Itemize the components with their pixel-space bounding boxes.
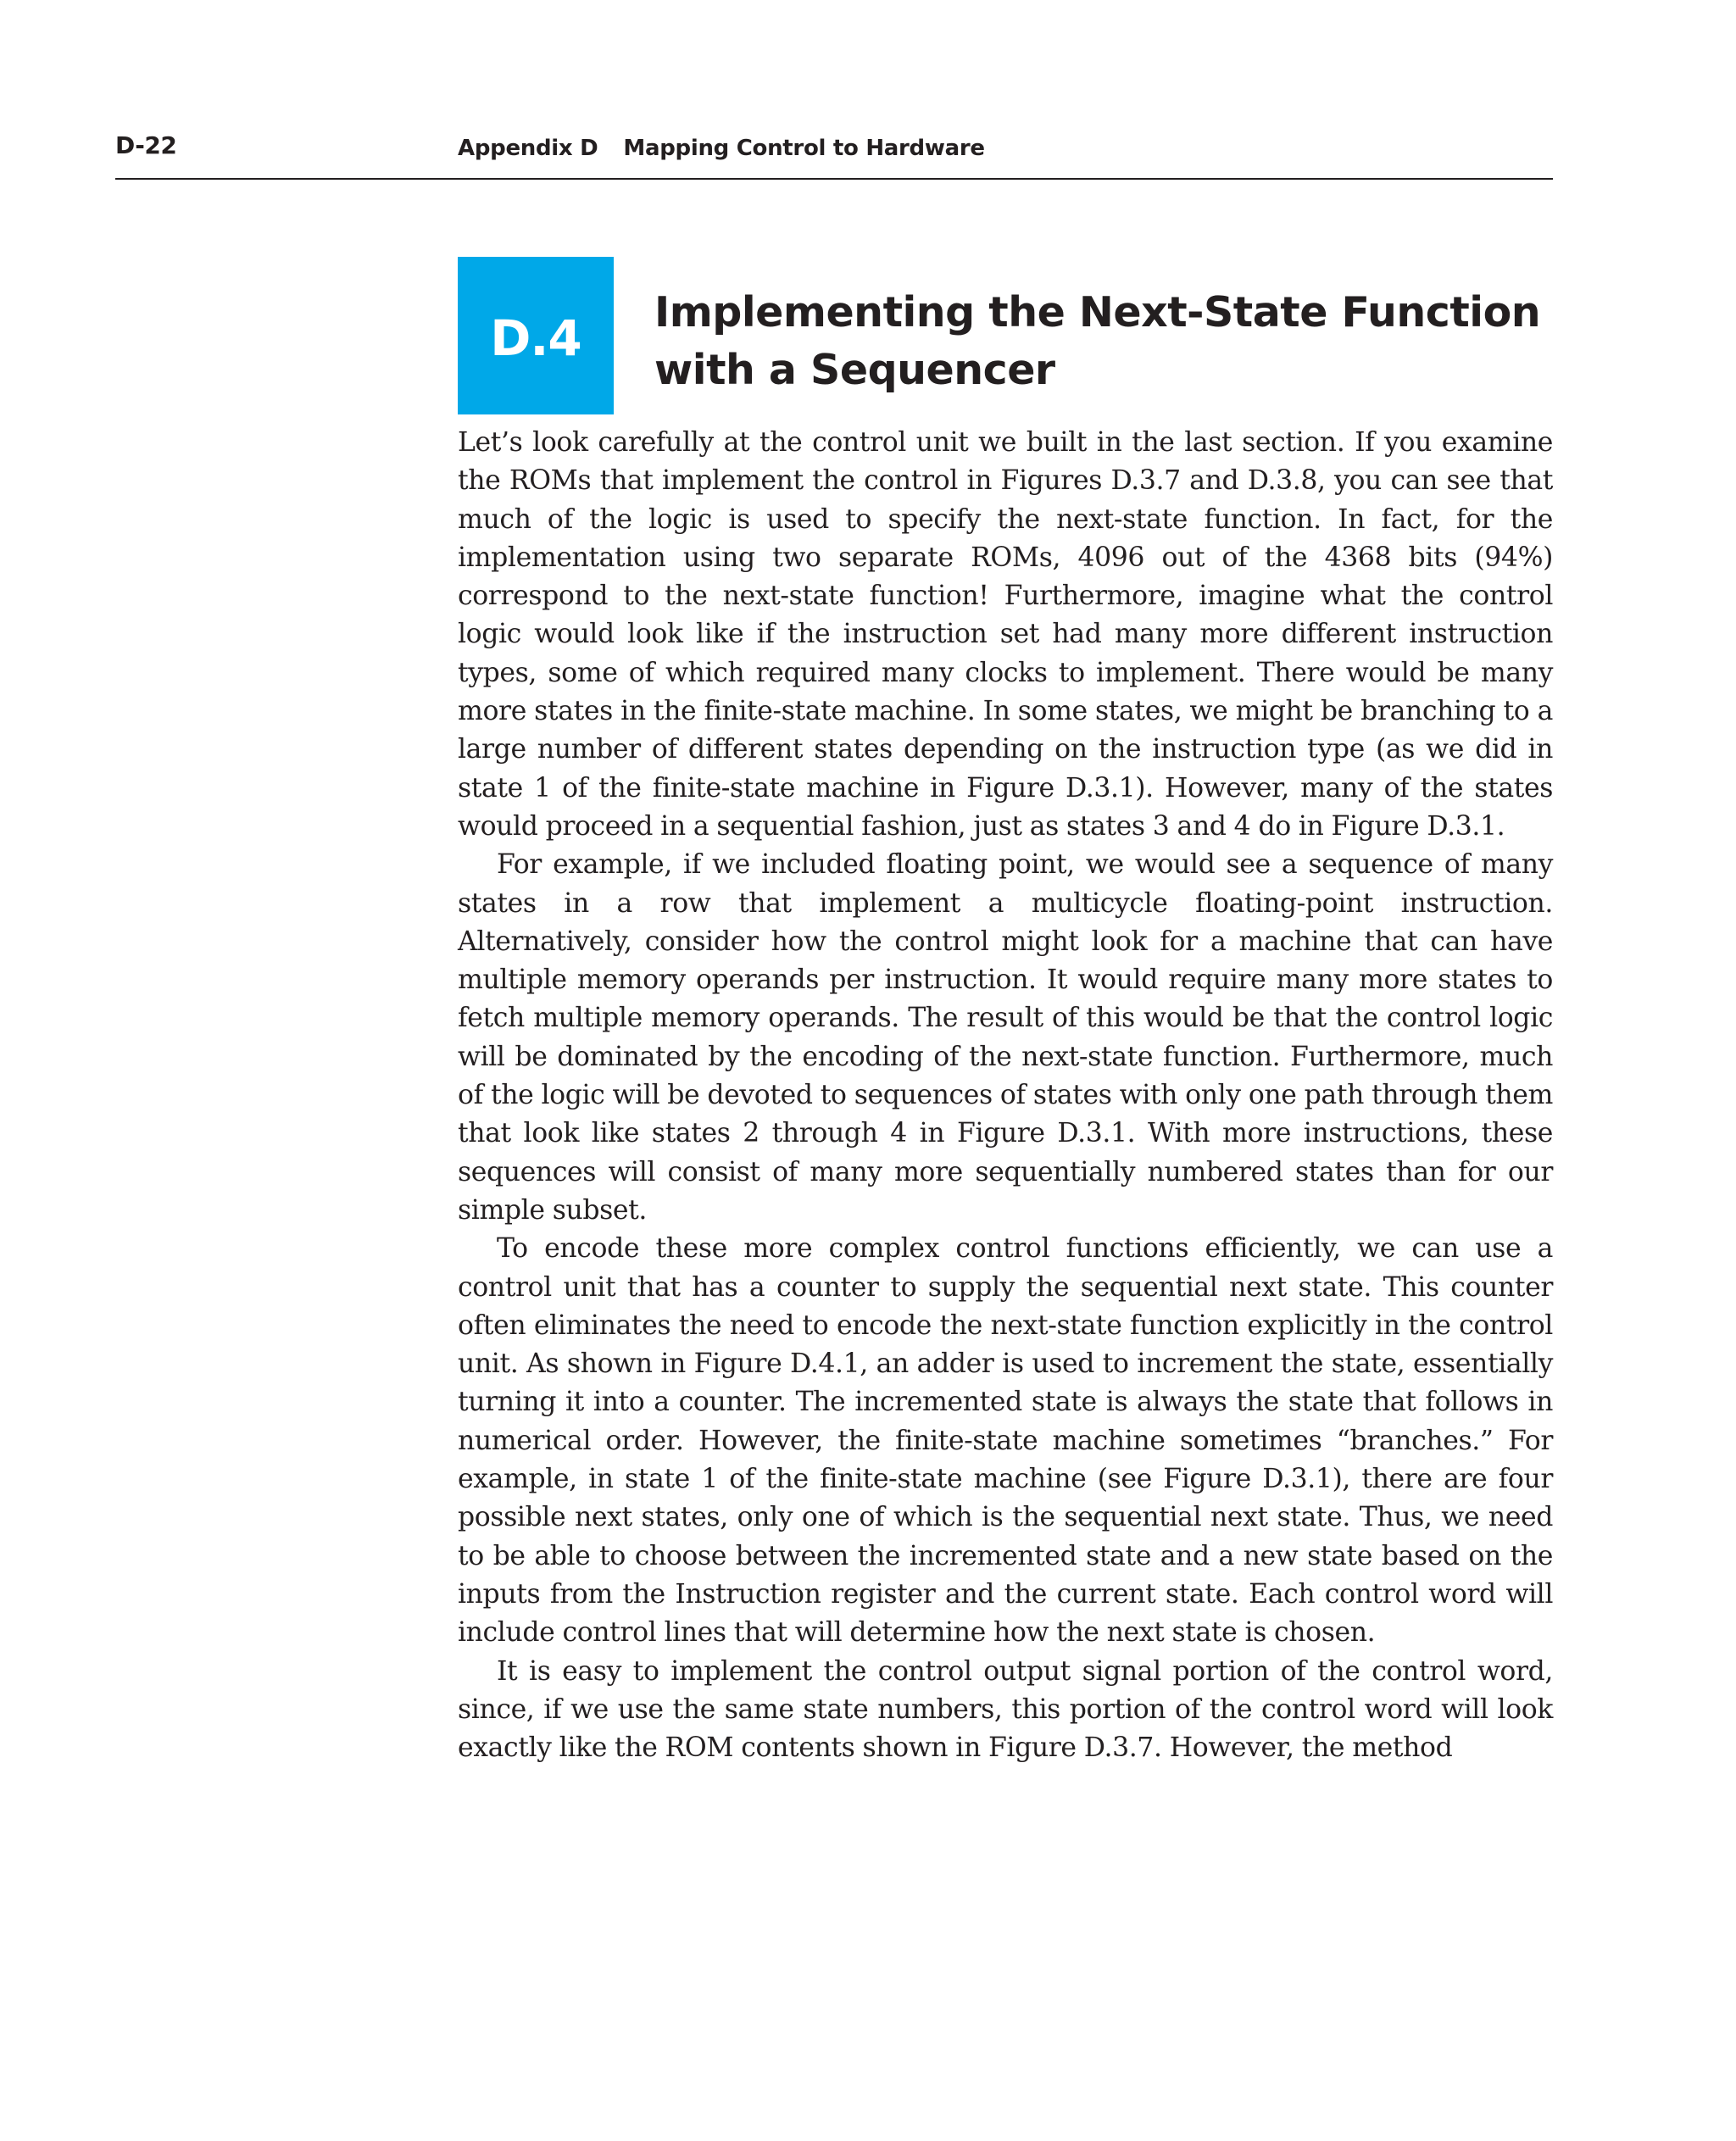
paragraph-3: To encode these more complex control functions efficiently, we can use a control unit that has a counter to supply the sequential next state. This counter often eliminates the need to encode the next-state function explicitly in the control unit. As shown in Figure D.4.1, an adder is used to increment the state, essentially turning it into a counter. The incremented state is always the state that follows in numerical order. However, the finite-state machine sometimes “branches.” For example, in state 1 of the finite-state machine (see Figure D.3.1), there are four possible next states, only one of which is the sequential next state. Thus, we need to be able to choose between the incremented state and a new state based on the inputs from the Instruction register and the current state. Each control word will include control lines that will determine how the next state is chosen. (458, 1233, 1553, 1649)
body-text (458, 424, 1553, 1767)
section-title (654, 284, 1553, 399)
paragraph-2: For example, if we included floating point, we would see a sequence of many states in a row that implement a multicycle floating-point instruction. Alternatively, consider how the control might look for a machine that can have multiple memory operands per instruction. It would require many more states to fetch multiple memory operands. The result of this would be that the control logic will be dominated by the encoding of the next-state function. Furthermore, much of the logic will be devoted to sequences of states with only one path through them that look like states 2 through 4 in Figure D.3.1. With more instructions, these sequences will consist of many more sequentially numbered states than for our simple subset. (458, 849, 1553, 1226)
header-rule (115, 178, 1553, 180)
running-head (0, 0, 1736, 186)
page-number: D-22 (115, 131, 177, 159)
section-number: D.4 (490, 309, 581, 367)
appendix-title: Mapping Control to Hardware (623, 136, 985, 161)
paragraph-1: Let’s look carefully at the control unit we built in the last section. If you examine the ROMs that implement the control in Figures D.3.7 and D.3.8, you can see that much of the logic is used to specify the next-state function. In fact, for the implementation using two separate ROMs, 4096 out of the 4368 bits (94%) correspond to the next-state function! Furthermore, imagine what the control logic would look like if the instruction set had many more different instruction types, some of which required many clocks to implement. There would be many more states in the finite-state machine. In some states, we might be branching to a large number of different states depending on the instruction type (as we did in state 1 of the finite-state machine in Figure D.3.1). However, many of the states would proceed in a sequential fashion, just as states 3 and 4 do in Figure D.3.1. (458, 427, 1553, 842)
section-number-badge (458, 257, 614, 414)
appendix-label: Appendix D (458, 136, 598, 161)
paragraph-4: It is easy to implement the control output signal portion of the control word, since, if we use the same state numbers, this portion of the control word will look exactly like the ROM contents shown in Figure D.3.7. However, the method (458, 1655, 1553, 1764)
section-title-line-1: Implementing the Next-State Function (654, 288, 1541, 336)
running-title (458, 136, 985, 161)
section-title-line-2: with a Sequencer (654, 346, 1055, 394)
